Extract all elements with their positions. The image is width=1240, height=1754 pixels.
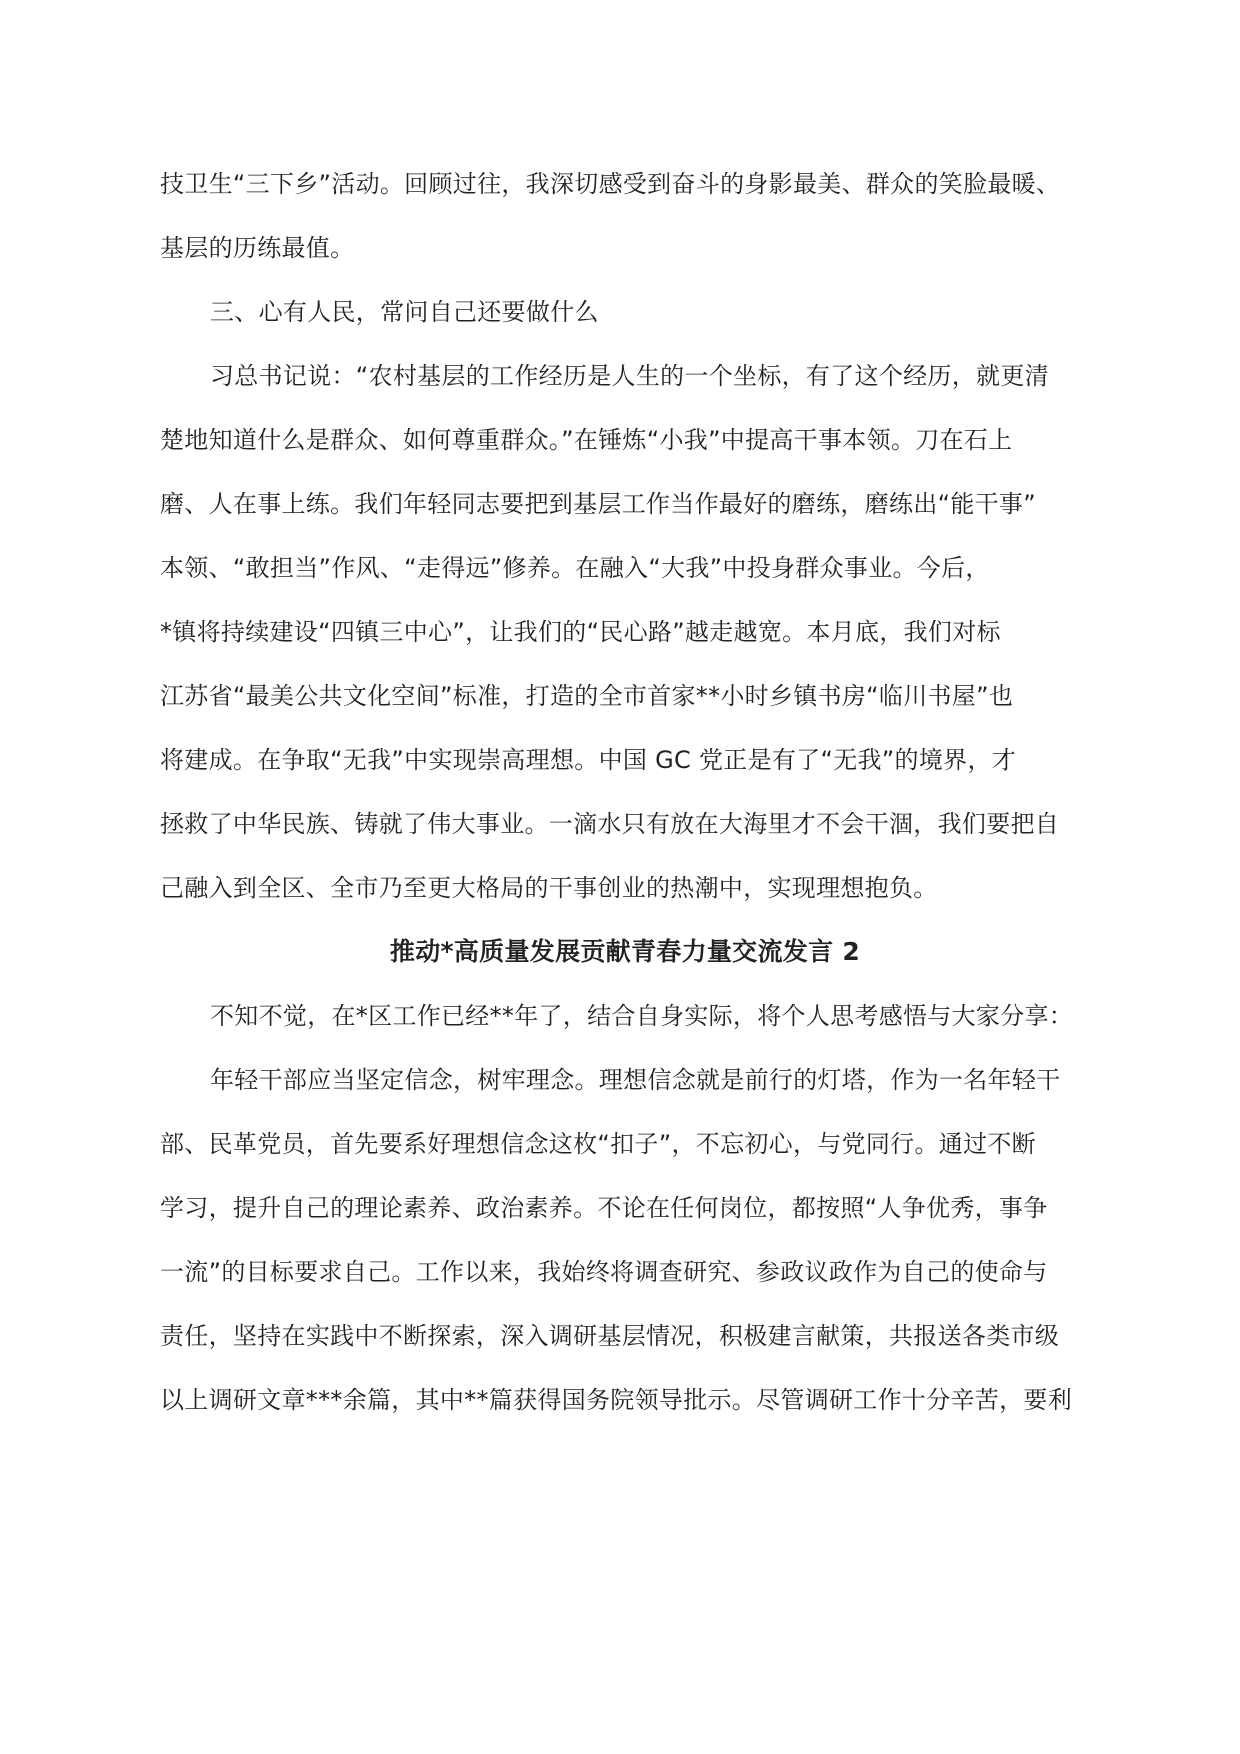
paragraph-line: *镇将持续建设“四镇三中心”，让我们的“民心路”越走越宽。本月底，我们对标 bbox=[160, 618, 1001, 646]
section-title: 推动*高质量发展贡献青春力量交流发言 2 bbox=[389, 937, 861, 966]
body-section-1 bbox=[160, 168, 1090, 936]
paragraph-line: 习总书记说：“农村基层的工作经历是人生的一个坐标，有了这个经历，就更清 bbox=[210, 362, 1049, 390]
paragraph-line: 技卫生“三下乡”活动。回顾过往，我深切感受到奋斗的身影最美、群众的笑脸最暖、 bbox=[160, 170, 1061, 198]
body-section-2 bbox=[160, 1000, 1090, 1448]
paragraph-line: 不知不觉，在*区工作已经**年了，结合自身实际，将个人思考感悟与大家分享： bbox=[210, 1002, 1074, 1030]
paragraph-line: 学习，提升自己的理论素养、政治素养。不论在任何岗位，都按照“人争优秀，事争 bbox=[160, 1194, 1048, 1222]
paragraph-line: 磨、人在事上练。我们年轻同志要把到基层工作当作最好的磨练，磨练出“能干事” bbox=[160, 490, 1036, 518]
paragraph-line: 江苏省“最美公共文化空间”标准，打造的全市首家**小时乡镇书房“临川书屋”也 bbox=[160, 682, 1014, 710]
paragraph-line: 部、民革党员，首先要系好理想信念这枚“扣子”，不忘初心，与党同行。通过不断 bbox=[160, 1130, 1036, 1158]
paragraph-line: 年轻干部应当坚定信念，树牢理念。理想信念就是前行的灯塔，作为一名年轻干 bbox=[210, 1066, 1061, 1094]
document-page bbox=[160, 168, 1090, 1448]
paragraph-line: 将建成。在争取“无我”中实现崇高理想。中国 GC 党正是有了“无我”的境界，才 bbox=[160, 746, 1017, 774]
paragraph-line: 三、心有人民，常问自己还要做什么 bbox=[210, 298, 599, 326]
paragraph-line: 责任，坚持在实践中不断探索，深入调研基层情况，积极建言献策，共报送各类市级 bbox=[160, 1322, 1060, 1350]
paragraph-line: 一流”的目标要求自己。工作以来，我始终将调查研究、参政议政作为自己的使命与 bbox=[160, 1258, 1048, 1286]
paragraph-line: 本领、“敢担当”作风、“走得远”修养。在融入“大我”中投身群众事业。今后， bbox=[160, 554, 990, 582]
paragraph-line: 基层的历练最值。 bbox=[160, 234, 355, 262]
paragraph-line: 己融入到全区、全市乃至更大格局的干事创业的热潮中，实现理想抱负。 bbox=[160, 874, 938, 902]
paragraph-line: 拯救了中华民族、铸就了伟大事业。一滴水只有放在大海里才不会干涸，我们要把自 bbox=[160, 810, 1060, 838]
paragraph-line: 以上调研文章***余篇，其中**篇获得国务院领导批示。尽管调研工作十分辛苦，要利 bbox=[160, 1386, 1072, 1414]
paragraph-line: 楚地知道什么是群众、如何尊重群众。”在锤炼“小我”中提高干事本领。刀在石上 bbox=[160, 426, 1013, 454]
